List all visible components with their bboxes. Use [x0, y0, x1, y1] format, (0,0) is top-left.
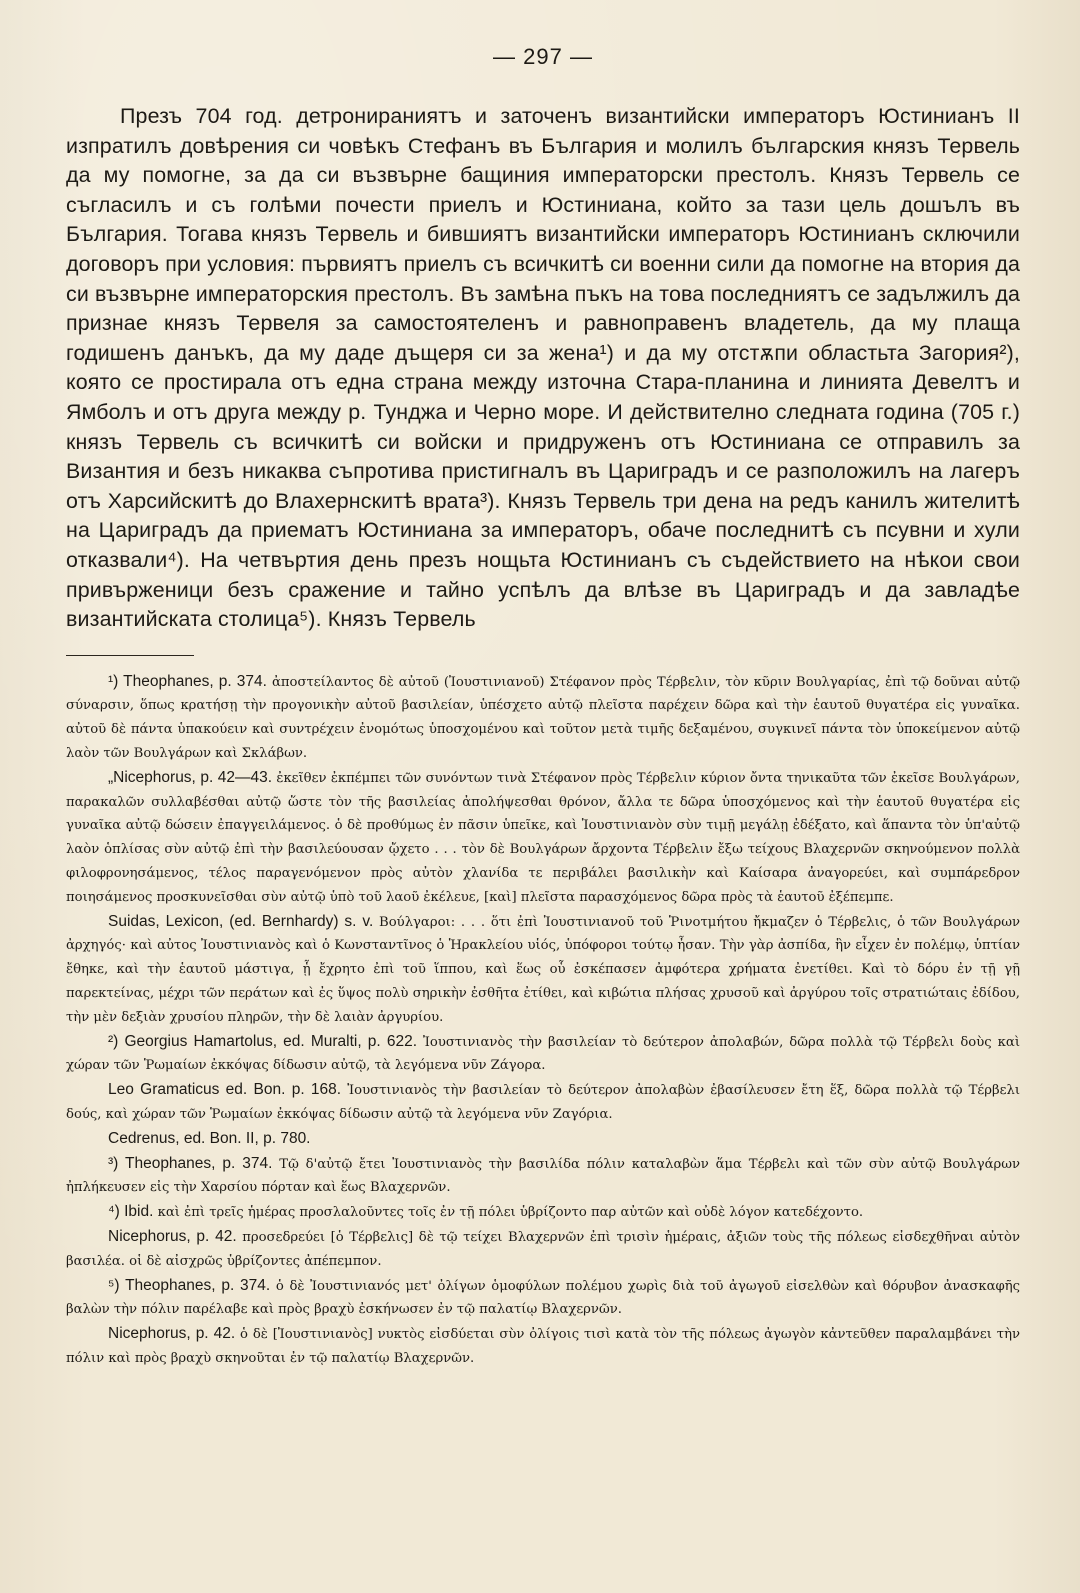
footnote-text: ἐκεῖθεν ἐκπέμπει τῶν συνόντων τινὰ Στέφανον πρὸς Τέρβελιν κύριον ὄντα τηνικαῦτα τῶν ἐκεῖσε Βουλγάρων, παρακαλῶν συλλαβέσθαι αὐτῷ ὥστε τὸν τῆς βασιλείας ἀπολήψεσθαι θρόνον, ἄλλα τε δῶρα ὑποσχόμενος καὶ τὴν ἑαυτοῦ θυγατέρα εἰς γυναῖκα αὐτῷ δώσειν ἐπαγγειλάμενος. ὁ δὲ προθύμως ἐν πᾶσιν ὑπεῖκε, καὶ Ἰουστινιανὸν σὺν τιμῇ μεγάλῃ ἐδέξατο, καὶ ἅπαντα τὸν ὑπ'αὐτῷ λαὸν ὁπλίσας σὺν αὐτῷ ἐπὶ τὴν βασιλεύουσαν ᾤχετο . . . τὸν δὲ Βουλγάρων ἄρχοντα Τέρβελιν ἔξω τείχους Βλαχερνῶν σκηνούμενον πολλὰ φιλοφρονησάμενος, τέλος παραγενόμενον πρὸς αὐτὸν χλανίδα τε περιβάλει βασιλικὴν καὶ Καίσαρα ἀναγορεύει, καὶ συμπάρεδρον ποιησάμενος προσκυνεῖσθαι σὺν αὐτῷ ὑπὸ τοῦ λαοῦ ἐκέλευε, [καὶ] πλεῖστα παρασχόμενος δῶρα πρὸς τὰ ἑαυτοῦ ἐξέπεμπε. [66, 770, 1020, 905]
footnote-source: „Nicephorus, p. 42—43. [108, 768, 273, 786]
footnote-source: ⁴) Ibid. [108, 1203, 154, 1221]
page-number: — 297 — [493, 44, 593, 69]
footnote-text: καὶ ἐπὶ τρεῖς ἡμέρας προσλαλοῦντες τοῖς ἐν τῇ πόλει ὑβρίζοντο παρ αὐτῶν καὶ οὐδὲ λόγον κατεδέχοντο. [153, 1205, 864, 1221]
footnote-source: Leo Gramaticus ed. Bon. p. 168. [108, 1081, 342, 1099]
footnote-text: Τῷ δ'αὐτῷ ἔτει Ἰουστινιανὸς τὴν βασιλίδα πόλιν καταλαβὼν ἅμα Τέρβελι καὶ τῶν σὺν αὐτῷ Βουλγάρων ἠπλήκευσεν εἰς τὴν Χαρσίου πόρταν καὶ ἕως Βλαχερνῶν. [66, 1156, 1020, 1196]
footnote-5-nicephorus [66, 1322, 1020, 1371]
footnote-text: προσεδρεύει [ὁ Τέρβελις] δὲ τῷ τείχει Βλαχερνῶν ἐπὶ τρισὶν ἡμέραις, ἀξιῶν τοὺς τῆς πόλεως εἰσδεχθῆναι αὐτὸν βασιλέα. οἱ δὲ αἰσχρῶς ὑβρίζοντες ἀπέπεμπον. [66, 1230, 1021, 1269]
footnote-2-leo-gramaticus [66, 1078, 1020, 1127]
footnote-2-cedrenus [66, 1127, 1020, 1152]
footnote-1-theophanes [66, 670, 1020, 766]
footnote-source: ⁵) Theophanes, p. 374. [108, 1276, 271, 1294]
footnote-text: Βούλγαροι: . . . ὅτι ἐπὶ Ἰουστινιανοῦ τοῦ Ῥινοτμήτου ἤκμαζεν ὁ Τέρβελις, ὁ τῶν Βουλγάρων ἀρχηγός· καὶ αὐτος Ἰουστινιανὸς καὶ ὁ Κωνσταντῖνος ὁ Ἡρακλείου υἱός, ὑπόφοροι τούτῳ ἦσαν. Τὴν γὰρ ἀσπίδα, ἣν εἶχεν ἐν πολέμῳ, ὑπτίαν ἔθηκε, καὶ τὴν ἑαυτοῦ μάστιγα, ᾗ ἔχρητο ἐπὶ τοῦ ἵππου, καὶ ἕως οὗ ἐσκέπασεν ἀμφότερα χρήματα ἐνετίθει. Καὶ τὸ δόρυ ἐν τῇ γῇ παρεκτείνας, μέχρι τῶν περάτων καὶ ἐς ὕψος πολὺ σηρικὴν ἐσθῆτα ἐτίθει, καὶ κιβώτια πλήσας χρυσοῦ καὶ ἀργύρου τοῖς στρατιώταις ἐδίδου, τὴν μὲν δεξιὰν χρυσίου πληρῶν, τὴν δὲ λαιὰν ἀργυρίου. [66, 914, 1020, 1025]
footnote-1-suidas [66, 910, 1020, 1030]
footnote-5-theophanes [66, 1274, 1020, 1323]
footnote-text: ὁ δὲ Ἰουστινιανός μετ' ὀλίγων ὁμοφύλων πολέμου χωρὶς διὰ τοῦ ἀγωγοῦ εἰσελθὼν καὶ θόρυβον ἀνασκαφῆς βαλὼν τὴν πόλιν παρέλαβε καὶ πρὸς βραχὺ ἐσκήνωσεν ἐν τῷ παλατίῳ Βλαχερνῶν. [66, 1278, 1021, 1318]
footnote-4-ibid [66, 1200, 1020, 1225]
footnote-3-theophanes [66, 1152, 1020, 1201]
body-paragraph: Презъ 704 год. детронираниятъ и заточенъ византийски императоръ Юстинианъ II изпратилъ довѣрения си човѣкъ Стефанъ въ България и молилъ българския князъ Тервель да му помогне, за да си възвърне бащиния императорски престолъ. Князъ Тервель се съгласилъ и съ голѣми почести приелъ и Юстиниана, който за тази цель дошълъ въ България. Тогава князъ Тервель и бившиятъ византийски императоръ Юстинианъ сключили договоръ при условия: първиятъ приелъ съ всичкитѣ си военни сили да помогне на втория да си възвърне императорския престолъ. Въ замѣна пъкъ на това последниятъ се задължилъ да признае князъ Тервеля за самостоятеленъ и равноправенъ владетель, да му плаща годишенъ данъкъ, да му даде дъщеря си за жена¹) и да му отстѫпи областьта Загория²), която се простирала отъ една страна между източна Стара-планина и линията Девелтъ и Ямболъ и отъ друга между р. Тунджа и Черно море. И действително следната година (705 г.) князъ Тервель съ всичкитѣ си войски и придруженъ отъ Юстиниана се отправилъ за Византия и безъ никаква съпротива пристигналъ въ Цариградъ и се разположилъ на лагеръ отъ Харсийскитѣ до Влахернскитѣ врата³). Князъ Тервель три дена на редъ канилъ жителитѣ на Цариградъ да приематъ Юстиниана за императоръ, обаче последнитѣ съ псувни и хули отказвали⁴). На четвъртия день презъ нощьта Юстинианъ съ съдействието на нѣкои свои привърженици безъ сражение и тайно успѣлъ да влѣзе въ Цариградъ и да завладѣе византийската столица⁵). Князъ Тервель [66, 104, 1021, 632]
footnote-divider [66, 655, 194, 656]
footnote-4-nicephorus [66, 1225, 1020, 1274]
footnotes [66, 670, 1020, 1371]
footnote-source: Nicephorus, p. 42. [108, 1228, 237, 1246]
footnote-1-nicephorus [66, 766, 1020, 910]
footnote-source: Cedrenus, ed. Bon. II, p. 780. [108, 1129, 311, 1147]
footnote-text: ἀποστείλαντος δὲ αὐτοῦ (Ἰουστινιανοῦ) Στέφανον πρὸς Τέρβελιν, τὸν κῦριν Βουλγαρίας, ἐπὶ τῷ δοῦναι αὐτῷ σύναρσιν, ὅπως κρατήσῃ τὴν προγονικὴν αὐτοῦ βασιλείαν, ὑπέσχετο αὐτῷ πλεῖστα παρέχειν δῶρα καὶ τὴν ἑαυτοῦ θυγατέρα εἰς γυναῖκα. αὐτοῦ δὲ πάντα ὑπακούειν καὶ συντρέχειν ἐνομότως ὑποσχομένου καὶ τοῦτον μετὰ τιμῆς δεξαμένου, συγκινεῖ πάντα τὸν ὑποκείμενον αὐτῷ λαὸν τῶν Βουλγάρων καὶ Σκλάβων. [66, 674, 1021, 762]
footnote-source: Nicephorus, p. 42. [108, 1325, 236, 1343]
footnote-source: Suidas, Lexicon, (ed. Bernhardy) s. v. [108, 912, 374, 930]
footnote-source: ²) Georgius Hamartolus, ed. Muralti, p. 622. [108, 1032, 418, 1050]
footnote-text: ὁ δὲ [Ἰουστινιανὸς] νυκτὸς εἰσδύεται σὺν ὀλίγοις τισὶ κατὰ τὸν τῆς πόλεως ἀγωγὸν κἀντεῦθεν παραλαμβάνει τὴν πόλιν καὶ πρὸς βραχὺ σκηνοῦται ἐν τῷ παλατίῳ Βλαχερνῶν. [66, 1327, 1020, 1366]
footnote-source: ¹) Theophanes, p. 374. [108, 672, 267, 690]
footnote-source: ³) Theophanes, p. 374. [108, 1154, 273, 1172]
footnote-text: Ἰουστινιανὸς τὴν βασιλείαν τὸ δεύτερον ἀπολαβὼν ἐβασίλευσεν ἔτη ἕξ, δῶρα πολλὰ τῷ Τέρβελι δούς, καὶ χώραν τῶν Ῥωμαίων ἐκκόψας δίδωσιν αὐτῷ τὰ λεγόμενα νῦν Ζαγόρια. [66, 1083, 1020, 1123]
footnote-2-hamartolus [66, 1030, 1020, 1079]
footnote-text: Ἰουστινιανὸς τὴν βασιλείαν τὸ δεύτερον ἀπολαβών, δῶρα πολλὰ τῷ Τέρβελι δοὺς καὶ χώραν τῶν Ῥωμαίων ἐκκόψας δίδωσιν αὐτῷ, τὰ λεγόμενα νῦν Ζάγορα. [66, 1034, 1020, 1074]
